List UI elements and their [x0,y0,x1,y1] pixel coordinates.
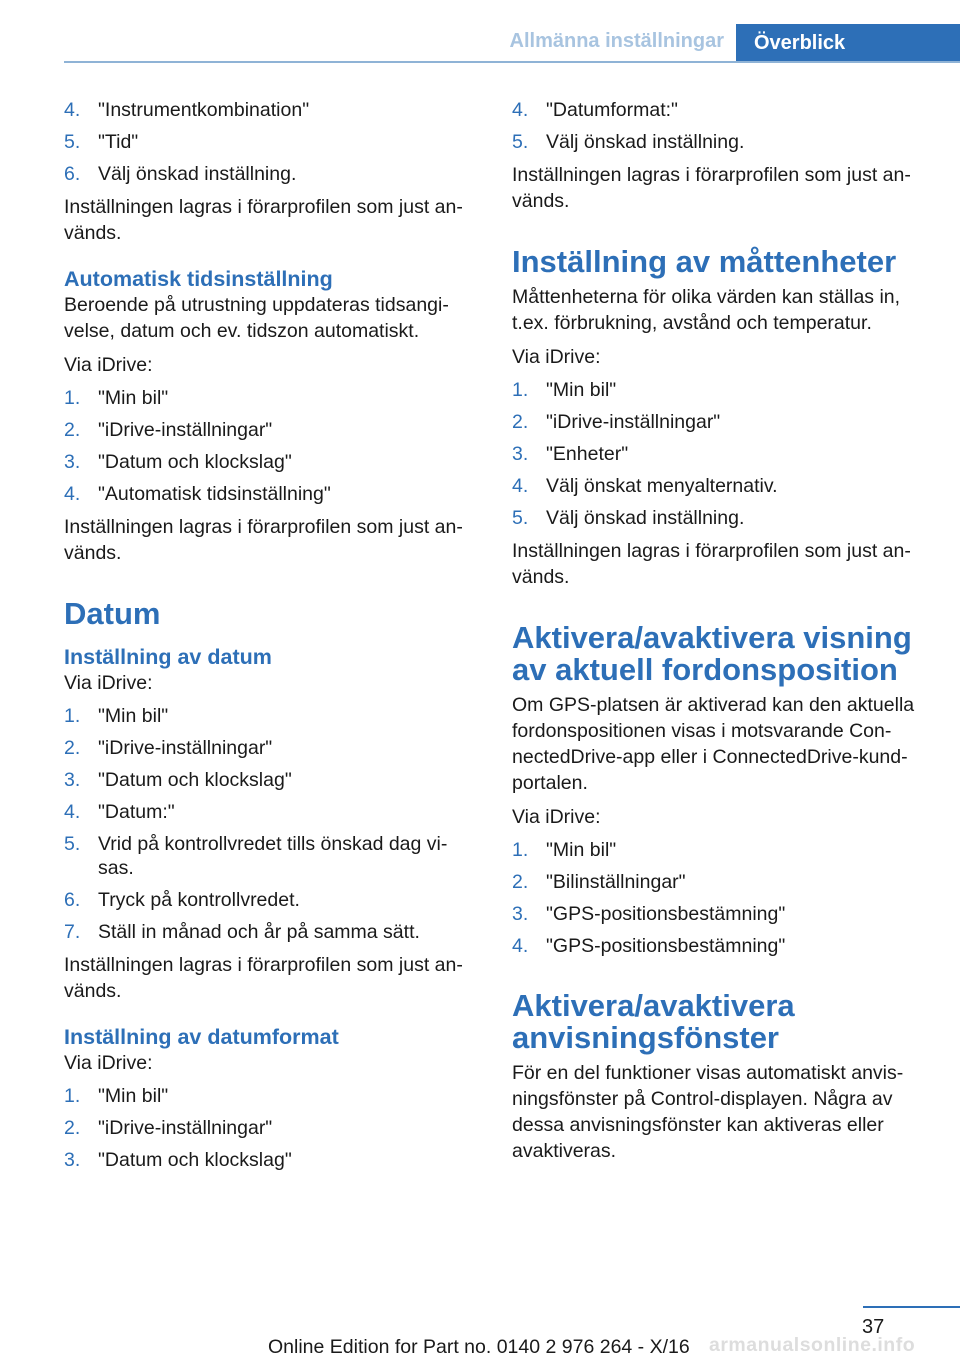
via-idrive: Via iDrive: [64,672,153,694]
header-section-title: Allmänna inställningar [509,30,724,52]
list-item-text: "GPS-positionsbestämning" [546,903,786,925]
list-item-text: "Datumformat:" [546,99,678,121]
list-item-text: Välj önskad inställning. [546,131,745,153]
list-item-text: "Min bil" [98,1085,169,1107]
list-date-format [64,1084,474,1172]
list-item-text: "iDrive-inställningar" [98,737,273,759]
list-item [64,1084,474,1108]
list-auto-time [64,386,474,506]
list-item-number: 4. [64,483,81,505]
saved-note: Inställningen lagras i förarprofilen som just an-vänds. [64,516,463,564]
left-column [64,98,474,1180]
list-item-text: "Datum:" [98,801,175,823]
list-item-number: 1. [64,387,81,409]
list-item-number: 2. [512,411,529,433]
list-item-text: "Enheter" [546,443,629,465]
list-item [64,800,474,824]
list-item-number: 4. [512,935,529,957]
list-item [64,920,474,944]
list-item-number: 2. [64,1117,81,1139]
list-item [512,98,922,122]
list-item-number: 5. [64,833,81,855]
hint-text: För en del funktioner visas automatiskt anvis-ningsfönster på Control-displayen. Några av dessa anvisningsfönster kan aktiveras eller avaktiveras. [512,1062,904,1162]
list-item [512,410,922,434]
list-item-number: 4. [512,99,529,121]
list-item [512,870,922,894]
list-item [64,418,474,442]
saved-note: Inställningen lagras i förarprofilen som just an-vänds. [512,164,911,212]
list-vehicle-position [512,838,922,958]
list-item-number: 4. [64,99,81,121]
list-item-number: 5. [512,131,529,153]
list-item-text: "GPS-positionsbestämning" [546,935,786,957]
heading-set-date: Inställning av datum [64,645,272,669]
list-item-text: "Datum och klockslag" [98,769,292,791]
list-item-text: "Min bil" [98,387,169,409]
list-item-number: 2. [64,419,81,441]
list-item [64,482,474,506]
list-item-text: "iDrive-inställningar" [98,1117,273,1139]
list-item [512,902,922,926]
list-item-number: 5. [64,131,81,153]
right-column [512,98,922,1172]
list-item [512,442,922,466]
list-item [64,162,474,186]
list-item [64,1148,474,1172]
list-item-text: Vrid på kontrollvredet tills önskad dag vi-sas. [98,833,448,879]
list-item [512,474,922,498]
list-item-text: "iDrive-inställningar" [98,419,273,441]
list-item-text: Välj önskad inställning. [98,163,297,185]
saved-note: Inställningen lagras i förarprofilen som just an-vänds. [64,954,463,1002]
list-item-number: 1. [512,379,529,401]
list-item-number: 3. [64,451,81,473]
position-text: Om GPS-platsen är aktiverad kan den aktuella fordonspositionen visas i motsvarande Con-nectedDrive-app eller i ConnectedDrive-kund-portalen. [512,694,915,794]
list-item-number: 1. [64,1085,81,1107]
list-item-text: "iDrive-inställningar" [546,411,721,433]
list-item-number: 3. [64,1149,81,1171]
list-set-date [64,704,474,944]
list-item [512,838,922,862]
list-item [512,130,922,154]
list-item [64,768,474,792]
list-item [64,704,474,728]
header-tab: Överblick [736,24,960,62]
list-item-number: 2. [64,737,81,759]
heading-datum: Datum [64,596,161,631]
header-rule [64,61,960,63]
list-item-number: 1. [512,839,529,861]
via-idrive: Via iDrive: [512,806,601,828]
list-item-number: 7. [64,921,81,943]
list-item-number: 4. [512,475,529,497]
list-item-text: Ställ in månad och år på samma sätt. [98,921,420,943]
units-text: Måttenheterna för olika värden kan ställas in, t.ex. förbrukning, avstånd och temperatur. [512,286,901,334]
heading-auto-time: Automatisk tidsinställning [64,267,333,291]
list-item [64,888,474,912]
list-item-text: "Datum och klockslag" [98,451,292,473]
list-item-number: 6. [64,889,81,911]
footer-rule [863,1306,960,1308]
list-item [64,450,474,474]
heading-hint-windows: Aktivera/avaktivera anvisningsfönster [512,988,795,1055]
list-item-number: 3. [512,443,529,465]
list-item-number: 5. [512,507,529,529]
list-item [512,934,922,958]
list-item-text: Välj önskad inställning. [546,507,745,529]
list-item [64,98,474,122]
via-idrive: Via iDrive: [64,1052,153,1074]
list-item-number: 3. [64,769,81,791]
list-item [64,130,474,154]
list-item-number: 4. [64,801,81,823]
watermark: armanualsonline.info [709,1334,916,1356]
page-header [0,0,960,62]
page-number: 37 [862,1316,885,1338]
footer-edition: Online Edition for Part no. 0140 2 976 264 - X/16 [268,1336,690,1358]
saved-note: Inställningen lagras i förarprofilen som just an-vänds. [64,196,463,244]
heading-date-format: Inställning av datumformat [64,1025,339,1049]
list-item-text: "Tid" [98,131,139,153]
list-item-text: "Min bil" [98,705,169,727]
auto-time-text: Beroende på utrustning uppdateras tidsangi-velse, datum och ev. tidszon automatiskt. [64,294,449,342]
list-item [64,386,474,410]
heading-vehicle-position: Aktivera/avaktivera visning av aktuell fordonsposition [512,620,912,687]
list-item [512,506,922,530]
list-item-number: 2. [512,871,529,893]
list-item-number: 6. [64,163,81,185]
list-item-text: "Min bil" [546,839,617,861]
list-instrument [64,98,474,186]
list-item-text: Välj önskat menyalternativ. [546,475,778,497]
list-item-text: Tryck på kontrollvredet. [98,889,300,911]
list-date-format-cont [512,98,922,154]
list-item [64,736,474,760]
list-item-number: 3. [512,903,529,925]
via-idrive: Via iDrive: [512,346,601,368]
saved-note: Inställningen lagras i förarprofilen som just an-vänds. [512,540,911,588]
via-idrive: Via iDrive: [64,354,153,376]
list-item-text: "Instrumentkombination" [98,99,310,121]
list-item [64,832,474,880]
list-item-text: "Datum och klockslag" [98,1149,292,1171]
heading-units: Inställning av måttenheter [512,244,897,279]
list-units [512,378,922,530]
list-item [512,378,922,402]
list-item-text: "Automatisk tidsinställning" [98,483,331,505]
list-item-number: 1. [64,705,81,727]
list-item-text: "Bilinställningar" [546,871,686,893]
list-item [64,1116,474,1140]
list-item-text: "Min bil" [546,379,617,401]
